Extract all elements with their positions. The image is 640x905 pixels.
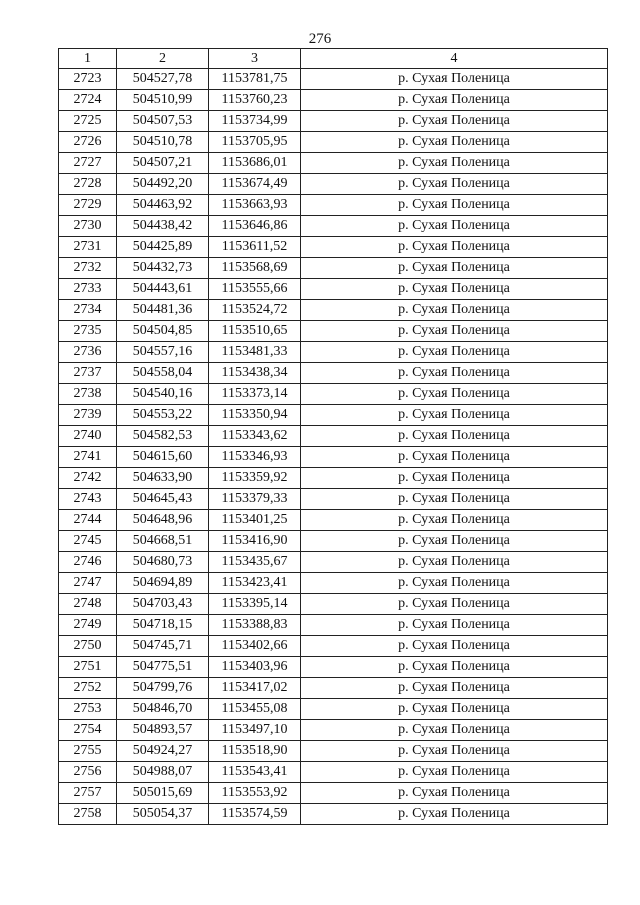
cell-point-number: 2728 [59,174,117,195]
cell-y: 1153497,10 [209,720,301,741]
cell-description: р. Сухая Поленица [301,762,608,783]
cell-description: р. Сухая Поленица [301,321,608,342]
table-row [59,342,608,363]
cell-y: 1153568,69 [209,258,301,279]
cell-description: р. Сухая Поленица [301,216,608,237]
table-row [59,405,608,426]
cell-point-number: 2731 [59,237,117,258]
cell-point-number: 2729 [59,195,117,216]
cell-x: 504718,15 [117,615,209,636]
cell-y: 1153343,62 [209,426,301,447]
cell-description: р. Сухая Поленица [301,258,608,279]
cell-description: р. Сухая Поленица [301,363,608,384]
cell-description: р. Сухая Поленица [301,657,608,678]
table-row [59,594,608,615]
cell-point-number: 2751 [59,657,117,678]
cell-y: 1153574,59 [209,804,301,825]
cell-x: 504492,20 [117,174,209,195]
table-row [59,216,608,237]
cell-y: 1153416,90 [209,531,301,552]
cell-description: р. Сухая Поленица [301,636,608,657]
cell-description: р. Сухая Поленица [301,720,608,741]
cell-point-number: 2747 [59,573,117,594]
cell-description: р. Сухая Поленица [301,783,608,804]
table-row [59,153,608,174]
cell-point-number: 2743 [59,489,117,510]
cell-y: 1153435,67 [209,552,301,573]
cell-y: 1153481,33 [209,342,301,363]
cell-x: 505015,69 [117,783,209,804]
cell-y: 1153674,49 [209,174,301,195]
cell-description: р. Сухая Поленица [301,594,608,615]
cell-description: р. Сухая Поленица [301,804,608,825]
table-row [59,762,608,783]
cell-x: 504504,85 [117,321,209,342]
table-row [59,720,608,741]
cell-point-number: 2753 [59,699,117,720]
cell-y: 1153401,25 [209,510,301,531]
cell-x: 504557,16 [117,342,209,363]
cell-x: 504507,21 [117,153,209,174]
cell-x: 504558,04 [117,363,209,384]
table-row [59,363,608,384]
table-row [59,426,608,447]
cell-y: 1153417,02 [209,678,301,699]
cell-y: 1153359,92 [209,468,301,489]
table-row [59,300,608,321]
cell-description: р. Сухая Поленица [301,69,608,90]
table-row [59,573,608,594]
cell-description: р. Сухая Поленица [301,174,608,195]
cell-description: р. Сухая Поленица [301,531,608,552]
cell-y: 1153555,66 [209,279,301,300]
cell-x: 504846,70 [117,699,209,720]
cell-x: 504443,61 [117,279,209,300]
cell-y: 1153553,92 [209,783,301,804]
cell-x: 504988,07 [117,762,209,783]
header-row [59,49,608,69]
cell-description: р. Сухая Поленица [301,510,608,531]
cell-x: 504540,16 [117,384,209,405]
table-row [59,678,608,699]
cell-description: р. Сухая Поленица [301,552,608,573]
cell-y: 1153646,86 [209,216,301,237]
cell-x: 504510,78 [117,132,209,153]
table-row [59,384,608,405]
table-row [59,636,608,657]
cell-description: р. Сухая Поленица [301,678,608,699]
cell-y: 1153403,96 [209,657,301,678]
cell-point-number: 2756 [59,762,117,783]
cell-point-number: 2725 [59,111,117,132]
cell-description: р. Сухая Поленица [301,489,608,510]
cell-x: 504924,27 [117,741,209,762]
cell-y: 1153734,99 [209,111,301,132]
cell-x: 504481,36 [117,300,209,321]
table-row [59,111,608,132]
cell-x: 504438,42 [117,216,209,237]
cell-description: р. Сухая Поленица [301,426,608,447]
table-row [59,552,608,573]
cell-x: 504799,76 [117,678,209,699]
cell-y: 1153350,94 [209,405,301,426]
cell-description: р. Сухая Поленица [301,573,608,594]
cell-x: 504463,92 [117,195,209,216]
cell-point-number: 2727 [59,153,117,174]
cell-x: 504694,89 [117,573,209,594]
cell-y: 1153346,93 [209,447,301,468]
cell-description: р. Сухая Поленица [301,741,608,762]
cell-y: 1153663,93 [209,195,301,216]
cell-y: 1153438,34 [209,363,301,384]
cell-point-number: 2746 [59,552,117,573]
table-row [59,615,608,636]
cell-y: 1153686,01 [209,153,301,174]
cell-x: 504703,43 [117,594,209,615]
column-header-description: 4 [301,49,608,69]
cell-point-number: 2734 [59,300,117,321]
coordinates-table [58,48,608,825]
column-header-y: 3 [209,49,301,69]
cell-point-number: 2726 [59,132,117,153]
cell-y: 1153781,75 [209,69,301,90]
cell-x: 505054,37 [117,804,209,825]
cell-y: 1153518,90 [209,741,301,762]
cell-point-number: 2723 [59,69,117,90]
cell-point-number: 2742 [59,468,117,489]
cell-x: 504507,53 [117,111,209,132]
cell-y: 1153395,14 [209,594,301,615]
cell-point-number: 2754 [59,720,117,741]
cell-point-number: 2744 [59,510,117,531]
table-row [59,90,608,111]
cell-description: р. Сухая Поленица [301,132,608,153]
cell-point-number: 2737 [59,363,117,384]
cell-y: 1153379,33 [209,489,301,510]
cell-description: р. Сухая Поленица [301,153,608,174]
table-row [59,321,608,342]
cell-point-number: 2741 [59,447,117,468]
table-row [59,258,608,279]
table-row [59,741,608,762]
table-row [59,174,608,195]
cell-description: р. Сухая Поленица [301,90,608,111]
cell-y: 1153373,14 [209,384,301,405]
cell-point-number: 2732 [59,258,117,279]
cell-description: р. Сухая Поленица [301,468,608,489]
cell-x: 504645,43 [117,489,209,510]
table-row [59,447,608,468]
cell-point-number: 2758 [59,804,117,825]
cell-x: 504553,22 [117,405,209,426]
cell-x: 504775,51 [117,657,209,678]
page-number: 276 [308,31,332,47]
table-row [59,237,608,258]
cell-y: 1153611,52 [209,237,301,258]
cell-point-number: 2735 [59,321,117,342]
table-header [59,49,608,69]
cell-point-number: 2736 [59,342,117,363]
table-row [59,531,608,552]
cell-point-number: 2748 [59,594,117,615]
cell-description: р. Сухая Поленица [301,111,608,132]
cell-description: р. Сухая Поленица [301,195,608,216]
cell-y: 1153402,66 [209,636,301,657]
cell-x: 504615,60 [117,447,209,468]
cell-y: 1153524,72 [209,300,301,321]
cell-x: 504633,90 [117,468,209,489]
cell-description: р. Сухая Поленица [301,300,608,321]
cell-description: р. Сухая Поленица [301,447,608,468]
cell-y: 1153705,95 [209,132,301,153]
cell-description: р. Сухая Поленица [301,405,608,426]
cell-description: р. Сухая Поленица [301,237,608,258]
cell-x: 504893,57 [117,720,209,741]
cell-y: 1153455,08 [209,699,301,720]
table-row [59,195,608,216]
cell-description: р. Сухая Поленица [301,615,608,636]
table-row [59,657,608,678]
table-row [59,699,608,720]
cell-x: 504668,51 [117,531,209,552]
cell-point-number: 2745 [59,531,117,552]
cell-point-number: 2755 [59,741,117,762]
table-row [59,489,608,510]
cell-point-number: 2724 [59,90,117,111]
cell-x: 504510,99 [117,90,209,111]
column-header-point-number: 1 [59,49,117,69]
cell-y: 1153388,83 [209,615,301,636]
cell-description: р. Сухая Поленица [301,279,608,300]
table-row [59,783,608,804]
cell-description: р. Сухая Поленица [301,384,608,405]
cell-x: 504582,53 [117,426,209,447]
table-row [59,804,608,825]
cell-point-number: 2750 [59,636,117,657]
cell-x: 504745,71 [117,636,209,657]
cell-x: 504425,89 [117,237,209,258]
cell-x: 504648,96 [117,510,209,531]
table-body [59,69,608,825]
cell-y: 1153543,41 [209,762,301,783]
cell-point-number: 2749 [59,615,117,636]
table-row [59,279,608,300]
cell-description: р. Сухая Поленица [301,699,608,720]
table-row [59,468,608,489]
table-row [59,510,608,531]
table-row [59,132,608,153]
cell-point-number: 2752 [59,678,117,699]
cell-point-number: 2733 [59,279,117,300]
cell-point-number: 2739 [59,405,117,426]
cell-x: 504432,73 [117,258,209,279]
cell-point-number: 2757 [59,783,117,804]
cell-y: 1153760,23 [209,90,301,111]
column-header-x: 2 [117,49,209,69]
cell-y: 1153423,41 [209,573,301,594]
cell-point-number: 2730 [59,216,117,237]
cell-point-number: 2740 [59,426,117,447]
cell-point-number: 2738 [59,384,117,405]
cell-x: 504527,78 [117,69,209,90]
cell-y: 1153510,65 [209,321,301,342]
table-row [59,69,608,90]
cell-x: 504680,73 [117,552,209,573]
cell-description: р. Сухая Поленица [301,342,608,363]
